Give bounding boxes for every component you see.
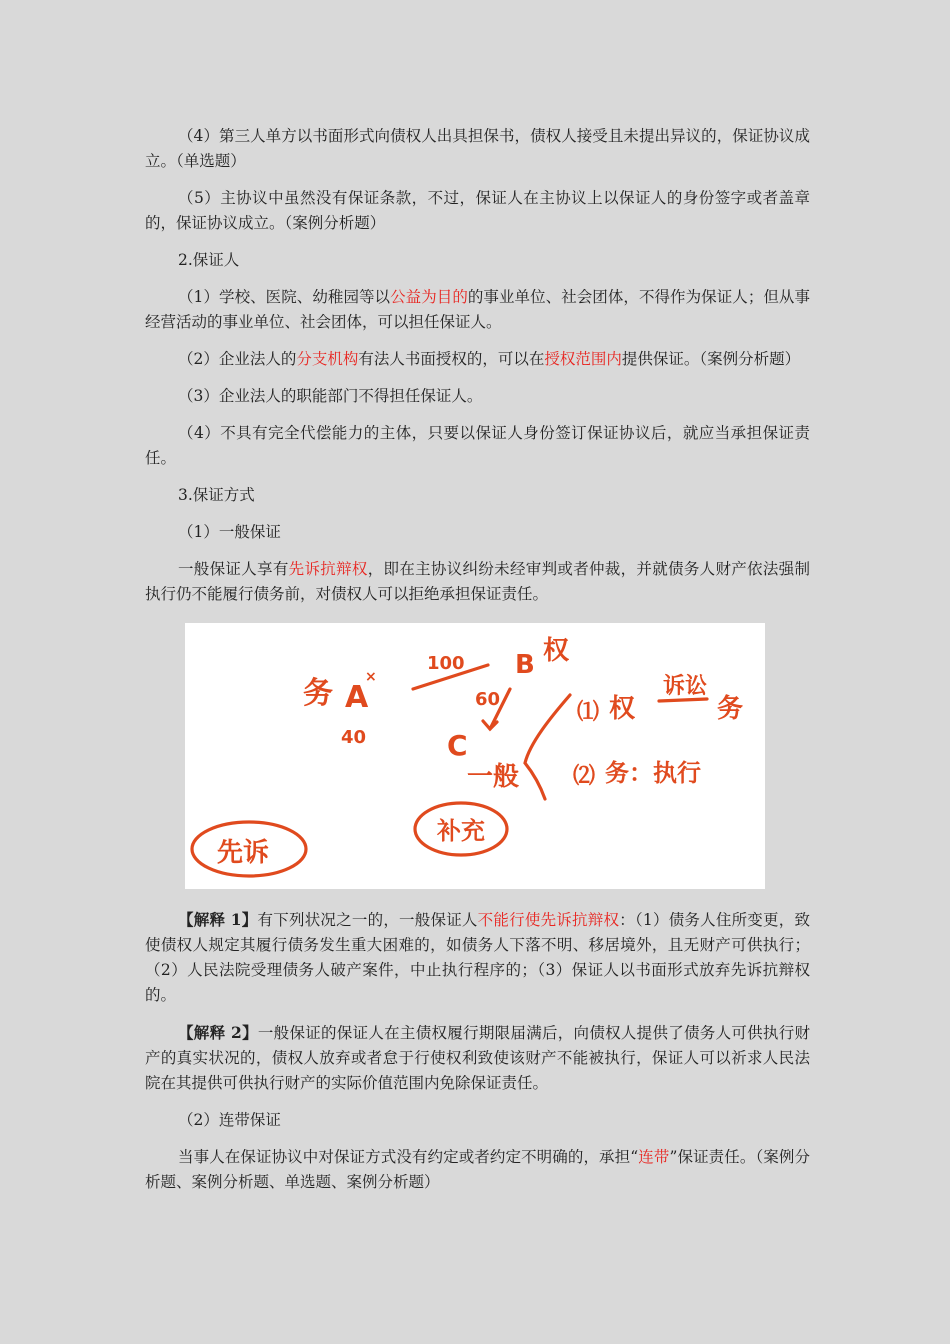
text-run: ”保证责任。（案例分析题、案例分析题、单选题、案例分析题） [145,1148,810,1191]
text-run: 的事业单位、社会团体，不得作为保证人；但从事经营活动的事业单位、社会团体，可以担任保证人。 [145,288,810,331]
highlight-text: 先诉抗辩权 [288,560,368,578]
item1-text: 权 [609,694,636,724]
paragraph [145,1145,810,1195]
paragraph [145,124,810,174]
label-60: 60 [475,689,501,710]
text-run: 一般保证人享有 [178,560,289,578]
highlight-text: 授权范围内 [544,350,622,368]
sue-underline [659,699,707,701]
paragraph [145,907,810,1008]
text-run: （2）企业法人的 [178,350,297,368]
highlight-text: 连带 [638,1148,670,1166]
arrow-head [483,721,497,729]
paragraph [145,285,810,335]
paragraph [145,186,810,236]
label-b: B [515,650,535,680]
text-run: ，即在主协议纠纷未经审判或者仲裁，并就债务人财产依法强制执行仍不能履行债务前，对债权人可以拒绝承担保证责任。 [145,560,810,603]
diagram-svg [185,623,765,889]
label-a-mark: × [365,669,377,685]
highlight-text: 分支机构 [296,350,359,368]
label-first-sue: 先诉 [217,838,270,868]
highlight-text: 公益为目的 [390,288,468,306]
paragraph [145,1108,810,1133]
text-run: 有下列状况之一的，一般保证人 [257,911,478,929]
text-run: 提供保证。（案例分析题） [621,350,801,368]
label-general: 一般 [467,762,520,792]
handwritten-diagram [185,623,765,889]
highlight-text: 不能行使先诉抗辩权 [477,911,620,929]
text-run: （2）连带保证 [178,1111,281,1129]
item1-tail: 务 [717,694,744,724]
item2-text: 务：执行 [605,759,701,787]
text-run: （4）第三人单方以书面形式向债权人出具担保书，债权人接受且未提出异议的，保证协议成立。（单选题） [145,127,810,170]
label-debtor: 务 [303,676,333,711]
item2-number: ⑵ [573,764,596,789]
paragraph [145,557,810,607]
label-creditor: 权 [543,636,570,666]
paragraph [145,483,810,508]
label-40: 40 [341,727,367,748]
document-body [145,124,810,1207]
text-run: （1）一般保证 [178,523,281,541]
bracket [525,695,570,799]
text-run: 3.保证方式 [178,486,255,504]
text-run: ：（1）债务人住所变更，致使债权人规定其履行债务发生重大困难的，如债务人下落不明、移居境外，且无财产可供执行；（2）人民法院受理债务人破产案件，中止执行程序的；（3）保证人以书面形式放弃先诉抗辩权的。 [145,911,810,1004]
item1-number: ⑴ [577,700,600,725]
label-c: C [447,729,468,762]
text-run: 2.保证人 [178,251,240,269]
label-a: A [345,680,369,715]
label-supplement: 补充 [437,817,485,845]
paragraphs-after-figure [145,907,810,1195]
bold-label: 【解释 2】 [178,1023,258,1042]
paragraph [145,1020,810,1096]
paragraph [145,347,810,372]
text-run: 有法人书面授权的，可以在 [358,350,545,368]
text-run: （1）学校、医院、幼稚园等以 [178,288,391,306]
label-100: 100 [427,653,465,674]
paragraph [145,248,810,273]
bold-label: 【解释 1】 [178,910,258,929]
text-run: （4）不具有完全代偿能力的主体，只要以保证人身份签订保证协议后，就应当承担保证责任。 [145,424,810,467]
paragraphs-before-figure [145,124,810,607]
text-run: （5）主协议中虽然没有保证条款，不过，保证人在主协议上以保证人的身份签字或者盖章的，保证协议成立。（案例分析题） [145,189,810,232]
text-run: 一般保证的保证人在主债权履行期限届满后，向债权人提供了债务人可供执行财产的真实状况的，债权人放弃或者怠于行使权利致使该财产不能被执行，保证人可以祈求人民法院在其提供可供执行财产的实际价值范围内免除保证责任。 [145,1024,810,1092]
label-sue: 诉讼 [663,674,708,699]
paragraph [145,384,810,409]
text-run: 当事人在保证协议中对保证方式没有约定或者约定不明确的，承担“ [178,1148,639,1166]
text-run: （3）企业法人的职能部门不得担任保证人。 [178,387,483,405]
paragraph [145,520,810,545]
paragraph [145,421,810,471]
